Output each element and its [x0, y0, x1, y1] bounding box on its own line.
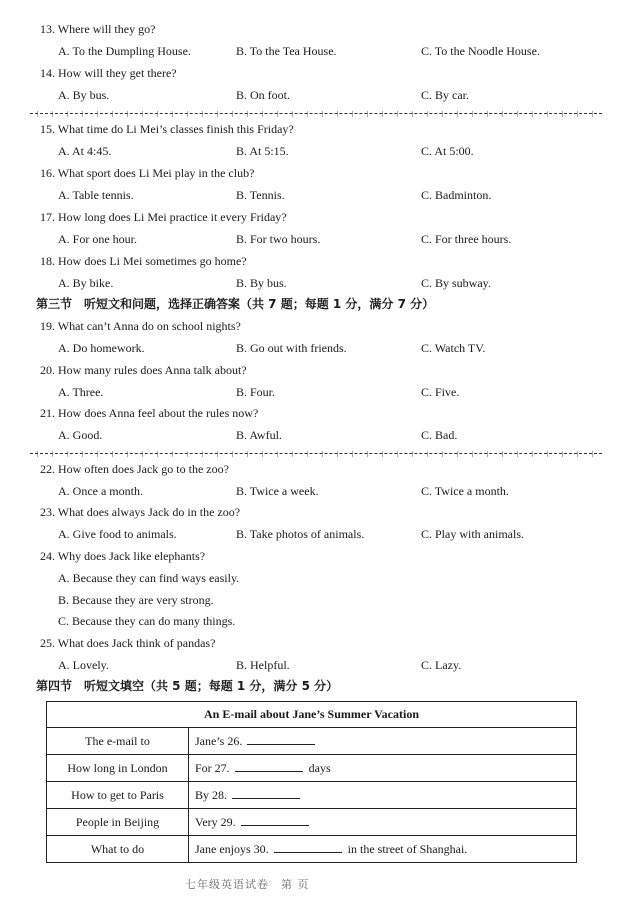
option-19b: B. Go out with friends. [236, 341, 347, 355]
option-14a: A. By bus. [58, 88, 110, 102]
question-20: 20. How many rules does Anna talk about? [40, 363, 247, 377]
option-15c: C. At 5:00. [421, 144, 474, 158]
option-17b: B. For two hours. [236, 232, 321, 246]
option-14b: B. On foot. [236, 88, 290, 102]
option-16a: A. Table tennis. [58, 188, 134, 202]
question-22: 22. How often does Jack go to the zoo? [40, 462, 229, 476]
option-18b: B. By bus. [236, 276, 287, 290]
question-23: 23. What does always Jack do in the zoo? [40, 505, 241, 519]
section-4-heading: 第四节 听短文填空（共 5 题；每题 1 分，满分 5 分） [36, 679, 339, 693]
question-24: 24. Why does Jack like elephants? [40, 549, 206, 563]
option-13b: B. To the Tea House. [236, 44, 337, 58]
row-label: The e-mail to [47, 728, 189, 755]
question-15: 15. What time do Li Mei’s classes finish this Friday? [40, 122, 294, 136]
option-15a: A. At 4:45. [58, 144, 112, 158]
option-21b: B. Awful. [236, 428, 282, 442]
option-24a: A. Because they can find ways easily. [58, 571, 240, 585]
table-title: An E-mail about Jane’s Summer Vacation [47, 702, 577, 728]
answer-blank-29[interactable] [241, 814, 309, 826]
option-13a: A. To the Dumpling House. [58, 44, 191, 58]
option-23c: C. Play with animals. [421, 527, 524, 541]
row-content [189, 836, 577, 863]
option-21a: A. Good. [58, 428, 103, 442]
option-20a: A. Three. [58, 385, 104, 399]
table-row [47, 836, 577, 863]
question-25: 25. What does Jack think of pandas? [40, 636, 216, 650]
table-row [47, 809, 577, 836]
section-3-heading: 第三节 听短文和问题，选择正确答案（共 7 题；每题 1 分，满分 7 分） [36, 297, 435, 311]
row-label: How long in London [47, 755, 189, 782]
row-content [189, 809, 577, 836]
option-20c: C. Five. [421, 385, 460, 399]
question-17: 17. How long does Li Mei practice it every Friday? [40, 210, 287, 224]
table-row [47, 782, 577, 809]
table-row [47, 728, 577, 755]
question-14: 14. How will they get there? [40, 66, 177, 80]
fill-in-table [46, 701, 577, 863]
question-16: 16. What sport does Li Mei play in the club? [40, 166, 255, 180]
option-21c: C. Bad. [421, 428, 458, 442]
answer-blank-28[interactable] [232, 787, 300, 799]
table-row [47, 755, 577, 782]
blank-prefix: Jane’s 26. [195, 734, 243, 748]
option-17c: C. For three hours. [421, 232, 512, 246]
question-18: 18. How does Li Mei sometimes go home? [40, 254, 247, 268]
option-24c: C. Because they can do many things. [58, 614, 236, 628]
divider-line [30, 453, 602, 454]
blank-prefix: Jane enjoys 30. [195, 842, 269, 856]
question-13: 13. Where will they go? [40, 22, 156, 36]
option-14c: C. By car. [421, 88, 469, 102]
option-24b: B. Because they are very strong. [58, 593, 214, 607]
blank-prefix: Very 29. [195, 815, 236, 829]
option-23b: B. Take photos of animals. [236, 527, 365, 541]
row-label: How to get to Paris [47, 782, 189, 809]
option-22b: B. Twice a week. [236, 484, 319, 498]
option-16b: B. Tennis. [236, 188, 285, 202]
question-19: 19. What can’t Anna do on school nights? [40, 319, 241, 333]
option-20b: B. Four. [236, 385, 276, 399]
option-15b: B. At 5:15. [236, 144, 289, 158]
answer-blank-27[interactable] [235, 760, 303, 772]
blank-suffix: in the street of Shanghai. [347, 842, 468, 856]
option-13c: C. To the Noodle House. [421, 44, 540, 58]
option-23a: A. Give food to animals. [58, 527, 177, 541]
option-22c: C. Twice a month. [421, 484, 509, 498]
page-footer: 七年级英语试卷 第 页 [185, 878, 310, 891]
option-25b: B. Helpful. [236, 658, 290, 672]
option-25a: A. Lovely. [58, 658, 109, 672]
option-22a: A. Once a month. [58, 484, 143, 498]
row-label: What to do [47, 836, 189, 863]
option-18c: C. By subway. [421, 276, 491, 290]
option-16c: C. Badminton. [421, 188, 492, 202]
option-19a: A. Do homework. [58, 341, 145, 355]
blank-prefix: By 28. [195, 788, 228, 802]
answer-blank-30[interactable] [274, 841, 342, 853]
answer-blank-26[interactable] [247, 733, 315, 745]
question-21: 21. How does Anna feel about the rules now? [40, 406, 259, 420]
option-25c: C. Lazy. [421, 658, 462, 672]
blank-suffix: days [308, 761, 331, 775]
row-content [189, 755, 577, 782]
row-label: People in Beijing [47, 809, 189, 836]
row-content [189, 782, 577, 809]
option-19c: C. Watch TV. [421, 341, 486, 355]
row-content [189, 728, 577, 755]
option-18a: A. By bike. [58, 276, 114, 290]
option-17a: A. For one hour. [58, 232, 137, 246]
divider-line [30, 113, 602, 114]
blank-prefix: For 27. [195, 761, 230, 775]
